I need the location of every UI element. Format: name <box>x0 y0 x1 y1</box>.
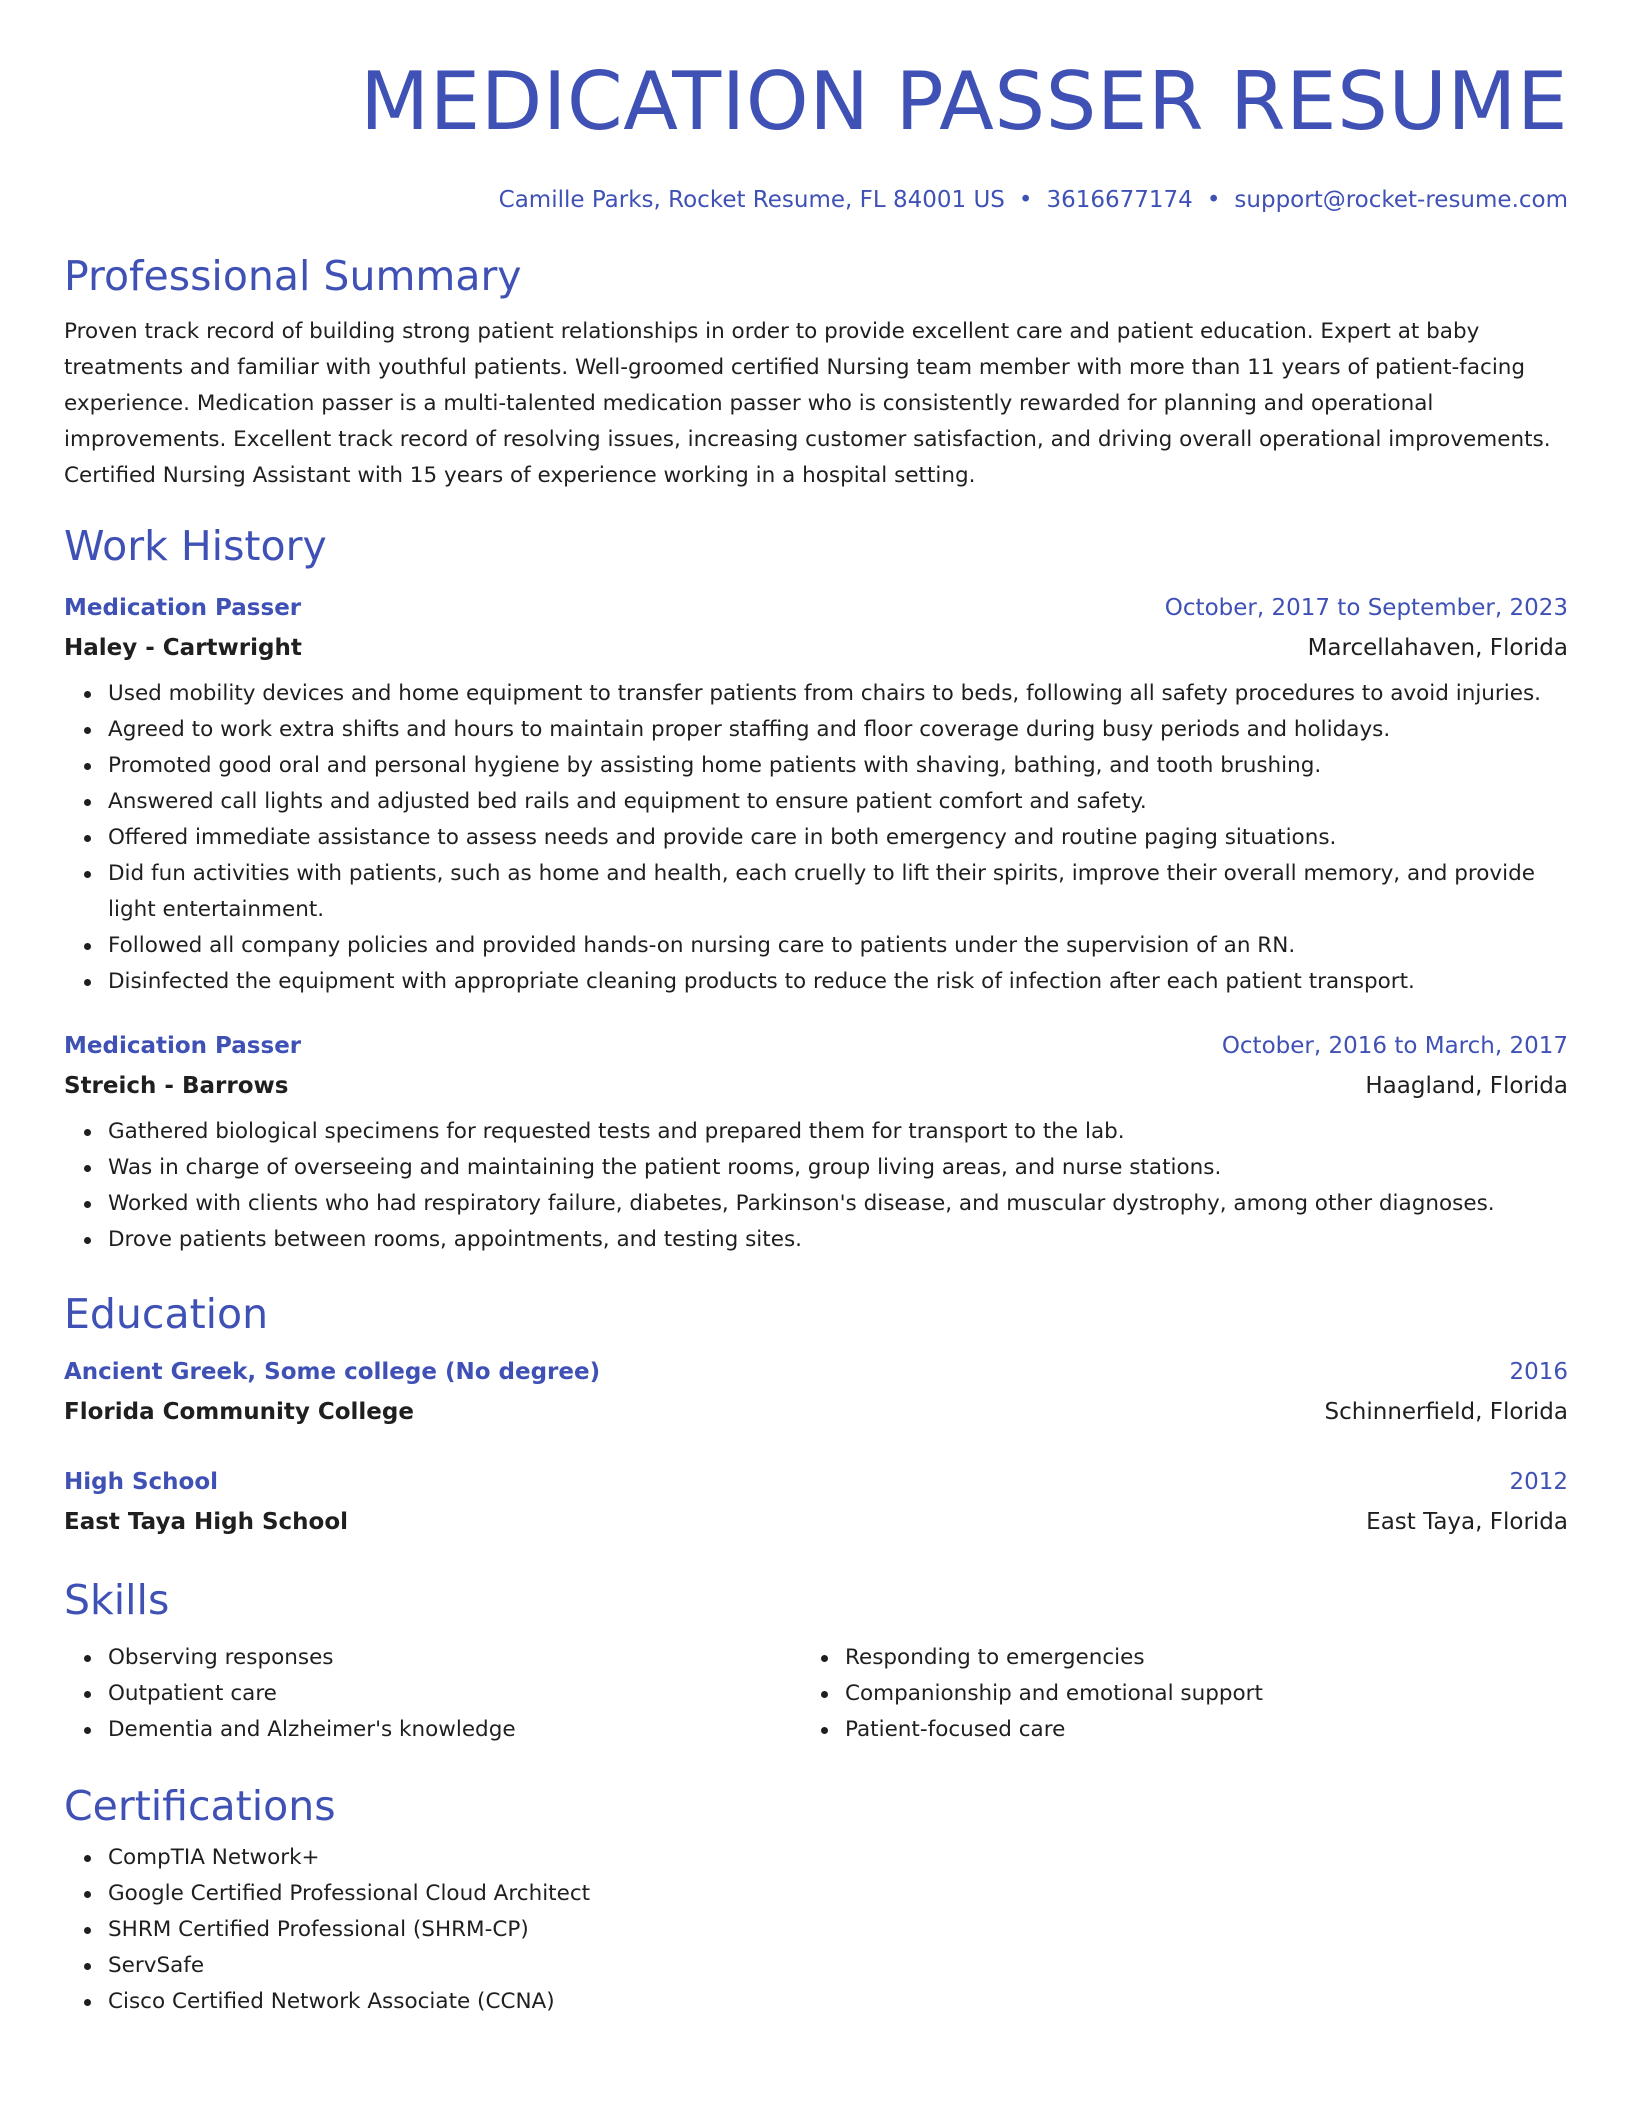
job-duty: Drove patients between rooms, appointments, and testing sites. <box>108 1222 1568 1258</box>
certification-item: SHRM Certified Professional (SHRM-CP) <box>108 1912 1568 1948</box>
skills-column-left <box>64 1640 801 1748</box>
education-location: Schinnerfield, Florida <box>1324 1399 1568 1425</box>
job-title-row <box>64 588 1568 628</box>
job-duty: Disinfected the equipment with appropriate cleaning products to reduce the risk of infection after each patient transport. <box>108 964 1568 1000</box>
education-year: 2012 <box>1509 1469 1568 1495</box>
contact-separator: • <box>1018 187 1033 213</box>
certifications-heading: Certifications <box>64 1782 336 1830</box>
job-duties-list <box>64 1114 1568 1258</box>
job-dates: October, 2017 to September, 2023 <box>1164 595 1568 621</box>
certification-item: ServSafe <box>108 1948 1568 1984</box>
education-location: East Taya, Florida <box>1366 1509 1568 1535</box>
contact-phone: 3616677174 <box>1046 187 1193 213</box>
job-duty: Offered immediate assistance to assess needs and provide care in both emergency and routine paging situations. <box>108 820 1568 856</box>
skills-column-right <box>801 1640 1538 1748</box>
summary-heading: Professional Summary <box>64 252 522 300</box>
contact-address: Camille Parks, Rocket Resume, FL 84001 US <box>498 187 1005 213</box>
skill-item: Outpatient care <box>108 1676 801 1712</box>
contact-separator: • <box>1206 187 1221 213</box>
job-title: Medication Passer <box>64 1033 302 1059</box>
job-duty: Followed all company policies and provided hands-on nursing care to patients under the supervision of an RN. <box>108 928 1568 964</box>
skill-item: Companionship and emotional support <box>845 1676 1538 1712</box>
education-school-row <box>64 1392 1568 1432</box>
job-location: Haagland, Florida <box>1365 1073 1568 1099</box>
skills-heading: Skills <box>64 1576 170 1624</box>
resume-title: MEDICATION PASSER RESUME <box>360 55 1568 148</box>
job-entry <box>64 1026 1568 1258</box>
job-location: Marcellahaven, Florida <box>1307 635 1568 661</box>
job-duty: Was in charge of overseeing and maintaining the patient rooms, group living areas, and nurse stations. <box>108 1150 1568 1186</box>
summary-text: Proven track record of building strong patient relationships in order to provide excellent care and patient education. Expert at baby treatments and familiar with youthful patients. Well-groomed certified Nursing team member with more than 11 years of patient-facing experience. Medication passer is a multi-talented medication passer who is consistently rewarded for planning and operational improvements. Excellent track record of resolving issues, increasing customer satisfaction, and driving overall operational improvements. Certified Nursing Assistant with 15 years of experience working in a hospital setting. <box>64 319 1551 488</box>
job-dates: October, 2016 to March, 2017 <box>1221 1033 1568 1059</box>
education-school: Florida Community College <box>64 1399 414 1425</box>
job-company: Haley - Cartwright <box>64 635 302 661</box>
skill-item: Responding to emergencies <box>845 1640 1538 1676</box>
job-duty: Worked with clients who had respiratory failure, diabetes, Parkinson's disease, and muscular dystrophy, among other diagnoses. <box>108 1186 1568 1222</box>
contact-email: support@rocket-resume.com <box>1234 187 1568 213</box>
job-company-row <box>64 628 1568 668</box>
job-company: Streich - Barrows <box>64 1073 289 1099</box>
contact-line <box>64 184 1568 216</box>
education-school: East Taya High School <box>64 1509 349 1535</box>
skill-item: Patient-focused care <box>845 1712 1538 1748</box>
job-title: Medication Passer <box>64 595 302 621</box>
job-entry <box>64 588 1568 1000</box>
job-duty: Promoted good oral and personal hygiene by assisting home patients with shaving, bathing, and tooth brushing. <box>108 748 1568 784</box>
skills-list-right <box>801 1640 1538 1748</box>
certifications-list <box>64 1840 1568 2020</box>
certification-item: Google Certified Professional Cloud Architect <box>108 1876 1568 1912</box>
education-entry <box>64 1462 1568 1542</box>
job-duty: Answered call lights and adjusted bed rails and equipment to ensure patient comfort and safety. <box>108 784 1568 820</box>
certification-item: Cisco Certified Network Associate (CCNA) <box>108 1984 1568 2020</box>
job-duty: Did fun activities with patients, such as home and health, each cruelly to lift their spirits, improve their overall memory, and provide light entertainment. <box>108 856 1568 928</box>
skill-item: Observing responses <box>108 1640 801 1676</box>
job-duty: Agreed to work extra shifts and hours to maintain proper staffing and floor coverage during busy periods and holidays. <box>108 712 1568 748</box>
job-duty: Gathered biological specimens for requested tests and prepared them for transport to the lab. <box>108 1114 1568 1150</box>
skills-grid <box>64 1640 1568 1748</box>
education-heading: Education <box>64 1290 269 1338</box>
job-duties-list <box>64 676 1568 1000</box>
education-school-row <box>64 1502 1568 1542</box>
work-history-heading: Work History <box>64 522 327 570</box>
skill-item: Dementia and Alzheimer's knowledge <box>108 1712 801 1748</box>
education-year: 2016 <box>1509 1359 1568 1385</box>
education-degree: Ancient Greek, Some college (No degree) <box>64 1359 601 1385</box>
skills-list-left <box>64 1640 801 1748</box>
job-duty: Used mobility devices and home equipment to transfer patients from chairs to beds, following all safety procedures to avoid injuries. <box>108 676 1568 712</box>
education-degree-row <box>64 1462 1568 1502</box>
job-title-row <box>64 1026 1568 1066</box>
education-entry <box>64 1352 1568 1432</box>
certification-item: CompTIA Network+ <box>108 1840 1568 1876</box>
job-company-row <box>64 1066 1568 1106</box>
education-degree-row <box>64 1352 1568 1392</box>
education-degree: High School <box>64 1469 219 1495</box>
